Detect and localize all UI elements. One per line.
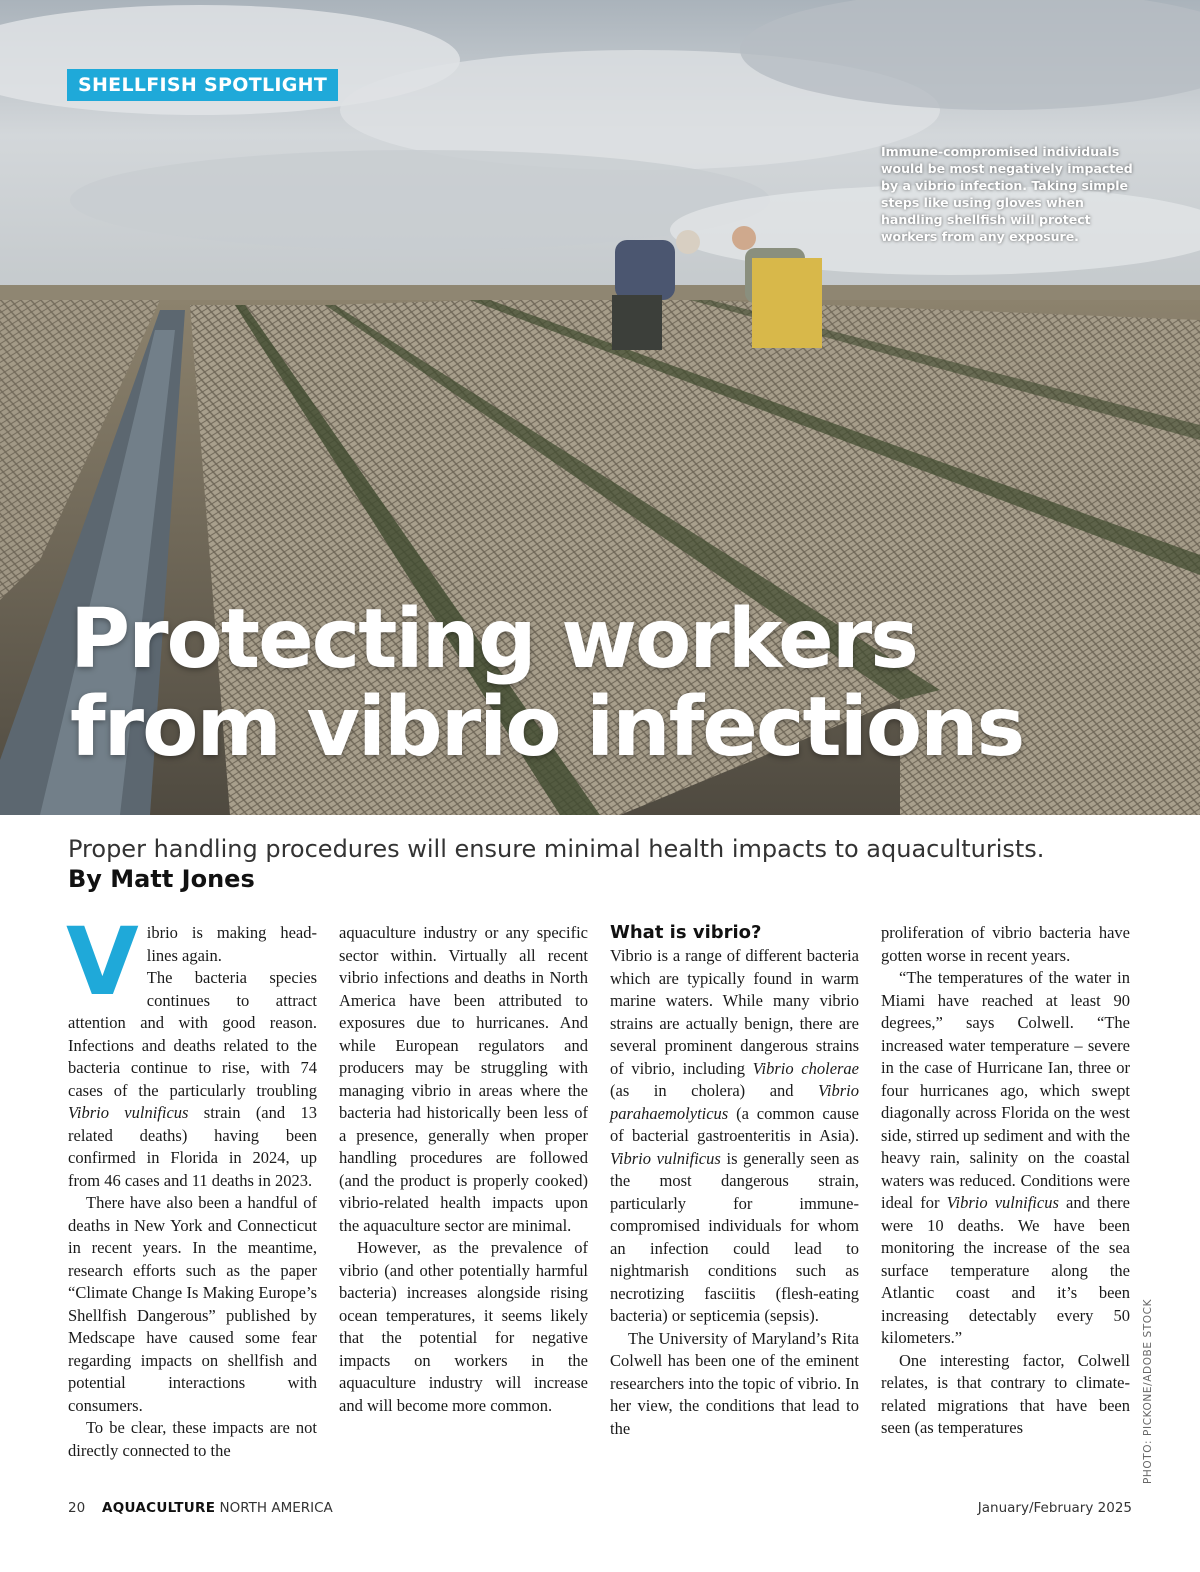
section-tag: SHELLFISH SPOTLIGHT — [67, 69, 338, 101]
paragraph: aquaculture industry or any specific sector within. Virtually all recent vibrio infections and deaths in North America have been attributed to exposures due to hurricanes. And while European regulators and producers may be struggling with managing vibrio in areas where the bacteria had historically been less of a presence, generally when proper handling procedures are followed (and the product is properly cooked) vibrio-related health impacts upon the aquaculture sector are minimal. — [339, 923, 588, 1235]
headline — [70, 592, 1170, 775]
paragraph: proliferation of vibrio bacteria have gotten worse in recent years. — [881, 923, 1130, 965]
column-3 — [610, 922, 859, 1440]
headline-line-2: from vibrio infections — [70, 680, 1024, 775]
text-run: (as in cholera) and — [610, 1081, 819, 1100]
magazine-name — [102, 1500, 333, 1516]
species-name: Vibrio parahaemolyticus — [610, 1081, 859, 1123]
species-name: Vibrio cholerae — [752, 1058, 860, 1078]
magazine-name-bold: AQUACULTURE — [102, 1500, 216, 1516]
species-name: Vibrio vulnificus — [610, 1148, 721, 1168]
text-run: is generally seen as the most dangerous strain, particularly for immune-compromised individuals for whom an infection could lead to nightmarish conditions such as necrotizing fasciitis (flesh-eating bacteria) or septicemia (sepsis). — [610, 1148, 859, 1325]
column-1 — [66, 908, 317, 1462]
paragraph: However, as the prevalence of vibrio (and other potentially harmful bacteria) increases alongside rising ocean temperatures, it seems likely that the potential for negative impacts on workers in the aquaculture industry will increase and will become more common. — [339, 1238, 588, 1415]
subheading: What is vibrio? — [610, 922, 762, 943]
text-run: The bacteria species continues to attract attention and with good reason. Infections and deaths related to the bacteria continue to rise, with 74 cases of the particularly troubling — [68, 968, 317, 1100]
issue-date: January/February 2025 — [977, 1500, 1132, 1516]
paragraph — [881, 967, 1130, 1350]
species-name: Vibrio vulnificus — [68, 1103, 189, 1122]
text-run: ibrio is making head-lines again. — [146, 923, 317, 965]
text-run: and there were 10 deaths. We have been monitoring the increase of the sea surface temperature along the Atlantic coast and it’s been increasing detectably every 50 kilometers.” — [881, 1193, 1130, 1347]
paragraph: One interesting factor, Colwell relates, is that contrary to climate-related migrations that have been seen (as temperatures — [881, 1350, 1130, 1437]
photo-caption: Immune-compromised individuals would be most negatively impacted by a vibrio infection. Taking simple steps like using gloves when handling shellfish will protect workers from any exposure. — [881, 144, 1133, 244]
paragraph: To be clear, these impacts are not directly connected to the — [68, 1418, 317, 1460]
drop-cap: V — [66, 908, 139, 1017]
text-run: “The temperatures of the water in Miami have reached at least 90 degrees,” says Colwell. “The increased water temperature – severe in the case of Hurricane Ian, three or four hurricanes ago, which swept diagonally across Florida on the west side, stirred up sediment and with the heavy rain, salinity on the coastal waters was reduced. Conditions were ideal for — [881, 968, 1130, 1212]
column-4 — [881, 922, 1130, 1440]
photo-credit: PHOTO: PICKONE/ADOBE STOCK — [1142, 1298, 1154, 1484]
paragraph — [610, 945, 859, 1328]
page-footer — [68, 1500, 1132, 1518]
headline-line-1: Protecting workers — [70, 592, 917, 687]
text-run: (a common cause of bacterial gastroenteritis in Asia). — [610, 1103, 859, 1145]
text-run: strain (and 13 related deaths) having been confirmed in Florida in 2024, up from 46 cases and 11 deaths in 2023. — [68, 1103, 317, 1190]
magazine-name-rest: NORTH AMERICA — [215, 1500, 333, 1516]
text-run: Vibrio is a range of different bacteria which are typically found in warm marine waters. While many vibrio strains are actually benign, there are several prominent dangerous strains of vibrio, including — [610, 946, 859, 1078]
deck: Proper handling procedures will ensure minimal health impacts to aquaculturists. — [68, 835, 1045, 863]
paragraph: There have also been a handful of deaths in New York and Connecticut in recent years. In the meantime, research efforts such as the paper “Climate Change Is Making Europe’s Shellfish Dangerous” published by Medscape have caused some fear regarding impacts on shellfish and potential interactions with consumers. — [68, 1193, 317, 1415]
paragraph: The University of Maryland’s Rita Colwell has been one of the eminent researchers into the topic of vibrio. In her view, the conditions that lead to the — [610, 1328, 859, 1438]
page-number: 20 — [68, 1500, 86, 1516]
species-name: Vibrio vulnificus — [946, 1193, 1059, 1212]
byline: By Matt Jones — [68, 865, 255, 893]
paragraph — [66, 908, 317, 1192]
column-2 — [339, 922, 588, 1417]
